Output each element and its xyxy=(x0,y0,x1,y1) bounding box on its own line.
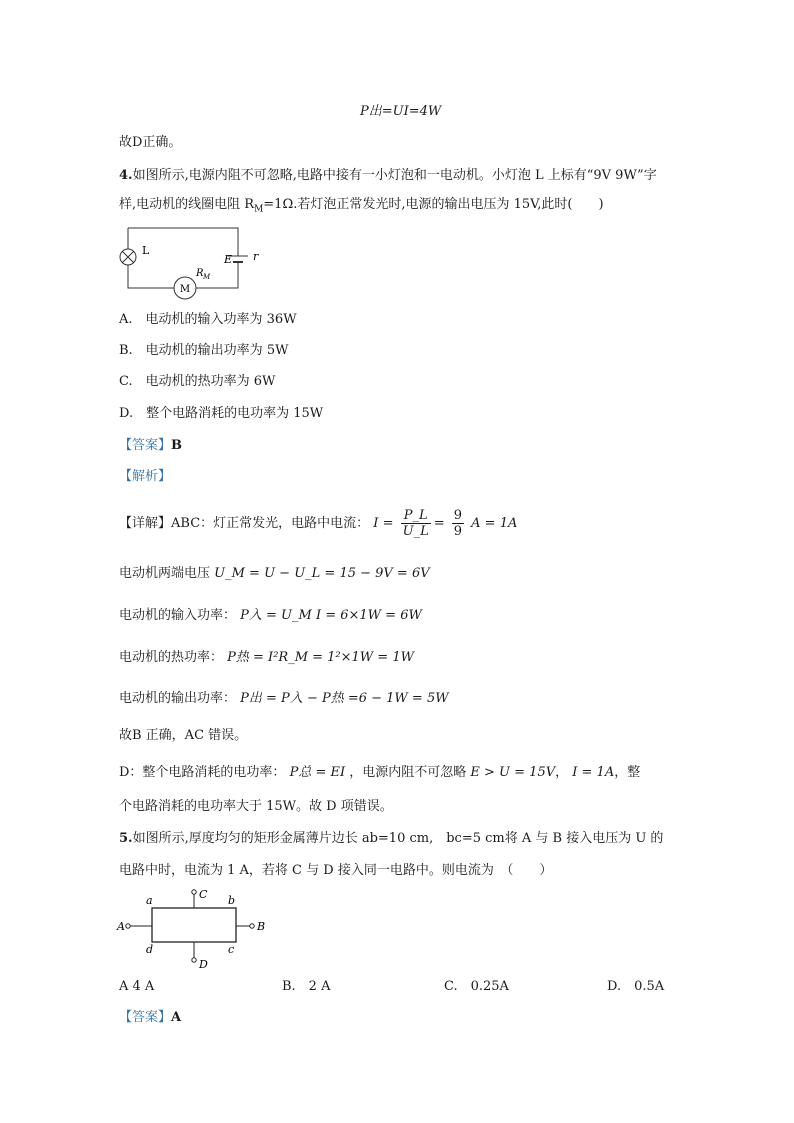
d-text3: ，整 xyxy=(614,765,641,780)
q5-option-d: D. 0.5A xyxy=(607,979,665,994)
frac2-den: 9 xyxy=(453,524,463,539)
pheat-text: 电动机的热功率： xyxy=(119,650,224,665)
q4-stem-text2: 样,电动机的线圈电阻 R xyxy=(119,197,255,212)
q4-input-power-line xyxy=(119,606,422,626)
q4-answer: B xyxy=(171,438,183,453)
corner-d-label: d xyxy=(146,943,154,956)
terminal-b-label: B xyxy=(257,920,266,933)
q4-stem-line2 xyxy=(119,195,604,220)
q4-option-a: A. 电动机的输入功率为 36W xyxy=(119,312,297,327)
q5-option-b: B. 2 A xyxy=(282,979,331,994)
pin-formula: P入 = U_M I = 6×1W = 6W xyxy=(240,608,422,623)
q4-output-power-line xyxy=(119,689,449,709)
q4-detail-line1: 【详解】ABC：灯正常发光，电路中电流： I = $\frac{P\_L}{U\_L}$ = $\frac{9}{9}$ A = 1A xyxy=(119,508,518,539)
detail1-text: ABC：灯正常发光，电路中电流： xyxy=(171,516,370,531)
lamp-symbol xyxy=(120,249,136,265)
q4-d-line2: 个电路消耗的电功率大于 15W。故 D 项错误。 xyxy=(119,799,393,814)
current-formula-left: I = xyxy=(373,516,394,531)
motor-resistance-label: R xyxy=(196,268,204,279)
q4-heat-power-line xyxy=(119,648,414,668)
q5-stem-line1 xyxy=(119,829,663,849)
q5-option-c: C. 0.25A xyxy=(444,979,509,994)
terminal-a xyxy=(126,924,130,928)
um-formula: U_M = U − U_L = 15 − 9V = 6V xyxy=(214,566,430,581)
terminal-c xyxy=(192,890,196,894)
q5-stem-line2: 电路中时，电流为 1 A，若将 C 与 D 接入同一电路中。则电流为 （ ） xyxy=(119,863,553,878)
power-output-formula: P出=UI=4W xyxy=(360,104,442,119)
q5-metal-sheet-diagram xyxy=(116,884,276,974)
q5-answer-line xyxy=(119,1008,181,1028)
q4-option-c: C. 电动机的热功率为 6W xyxy=(119,374,276,389)
pheat-formula: P热 = I²R_M = 1²×1W = 1W xyxy=(227,650,414,665)
pin-text: 电动机的输入功率： xyxy=(119,608,237,623)
q4-answer-line xyxy=(119,436,182,456)
q4-number: 4. xyxy=(119,168,133,183)
q4-option-d: D. 整个电路消耗的电功率为 15W xyxy=(119,406,324,421)
d-formula1: P总 = EI xyxy=(289,765,346,780)
motor-symbol xyxy=(174,277,196,299)
d-text2: ，电源内阻不可忽略 xyxy=(349,765,467,780)
q5-number: 5. xyxy=(119,831,133,846)
q4-stem-sub: M xyxy=(254,204,264,215)
current-formula-right: A = 1A xyxy=(471,516,518,531)
fraction-9-over-9 xyxy=(452,508,464,539)
q4-stem-text1: 如图所示,电源内阻不可忽略,电路中接有一小灯泡和一电动机。小灯泡 L 上标有“9V 9W”字 xyxy=(132,168,657,183)
analysis-tag: 【解析】 xyxy=(119,469,172,484)
detail-tag: 【详解】 xyxy=(119,516,172,531)
q4-conclusion-b: 故B 正确，AC 错误。 xyxy=(119,728,248,743)
q5-stem-text1: 如图所示,厚度均匀的矩形金属薄片边长 ab=10 cm, bc=5 cm将 A 与 B 接入电压为 U 的 xyxy=(132,831,664,846)
d-text1: D：整个电路消耗的电功率： xyxy=(119,765,286,780)
um-text: 电动机两端电压 xyxy=(119,566,211,581)
terminal-a-label: A xyxy=(117,920,125,933)
pout-formula: P出 = P入 − P热 =6 − 1W = 5W xyxy=(240,691,449,706)
corner-c-label: c xyxy=(228,943,235,956)
frac1-num: P_L xyxy=(401,508,431,524)
q5-option-a: A 4 A xyxy=(119,979,155,994)
d-formula3: I = 1A xyxy=(572,765,615,780)
q4-option-b: B. 电动机的输出功率为 5W xyxy=(119,343,289,358)
q4-stem-text2b: =1Ω.若灯泡正常发光时,电源的输出电压为 15V,此时( ) xyxy=(263,197,604,212)
frac1-den: U_L xyxy=(402,524,429,539)
prev-conclusion: 故D正确。 xyxy=(119,135,182,150)
metal-sheet-rect xyxy=(152,908,236,942)
corner-b-label: b xyxy=(228,894,236,907)
emf-label: E xyxy=(224,253,233,266)
q4-stem-line1 xyxy=(119,166,657,186)
q5-answer-tag: 【答案】 xyxy=(119,1010,172,1025)
q4-circuit-diagram xyxy=(118,222,278,302)
q4-motor-voltage-line xyxy=(119,564,430,584)
motor-resistance-sub: M xyxy=(203,273,211,281)
terminal-d xyxy=(192,958,196,962)
terminal-c-label: C xyxy=(199,888,208,901)
q4-d-line1: D：整个电路消耗的电功率： P总 = EI ，电源内阻不可忽略 E > U = 15V， I = 1A，整 xyxy=(119,765,641,780)
terminal-b xyxy=(250,924,254,928)
frac2-num: 9 xyxy=(453,508,463,523)
q5-answer: A xyxy=(171,1010,182,1025)
q4-analysis-line xyxy=(119,467,171,487)
internal-resistance-label: r xyxy=(253,250,259,263)
fraction-p-over-u xyxy=(401,508,431,539)
d-formula2: E > U = 15V xyxy=(470,765,556,780)
motor-letter: M xyxy=(179,284,191,295)
answer-tag: 【答案】 xyxy=(119,438,172,453)
terminal-d-label: D xyxy=(199,958,208,971)
lamp-label: L xyxy=(142,244,150,257)
corner-a-label: a xyxy=(146,894,153,907)
pout-text: 电动机的输出功率： xyxy=(119,691,237,706)
